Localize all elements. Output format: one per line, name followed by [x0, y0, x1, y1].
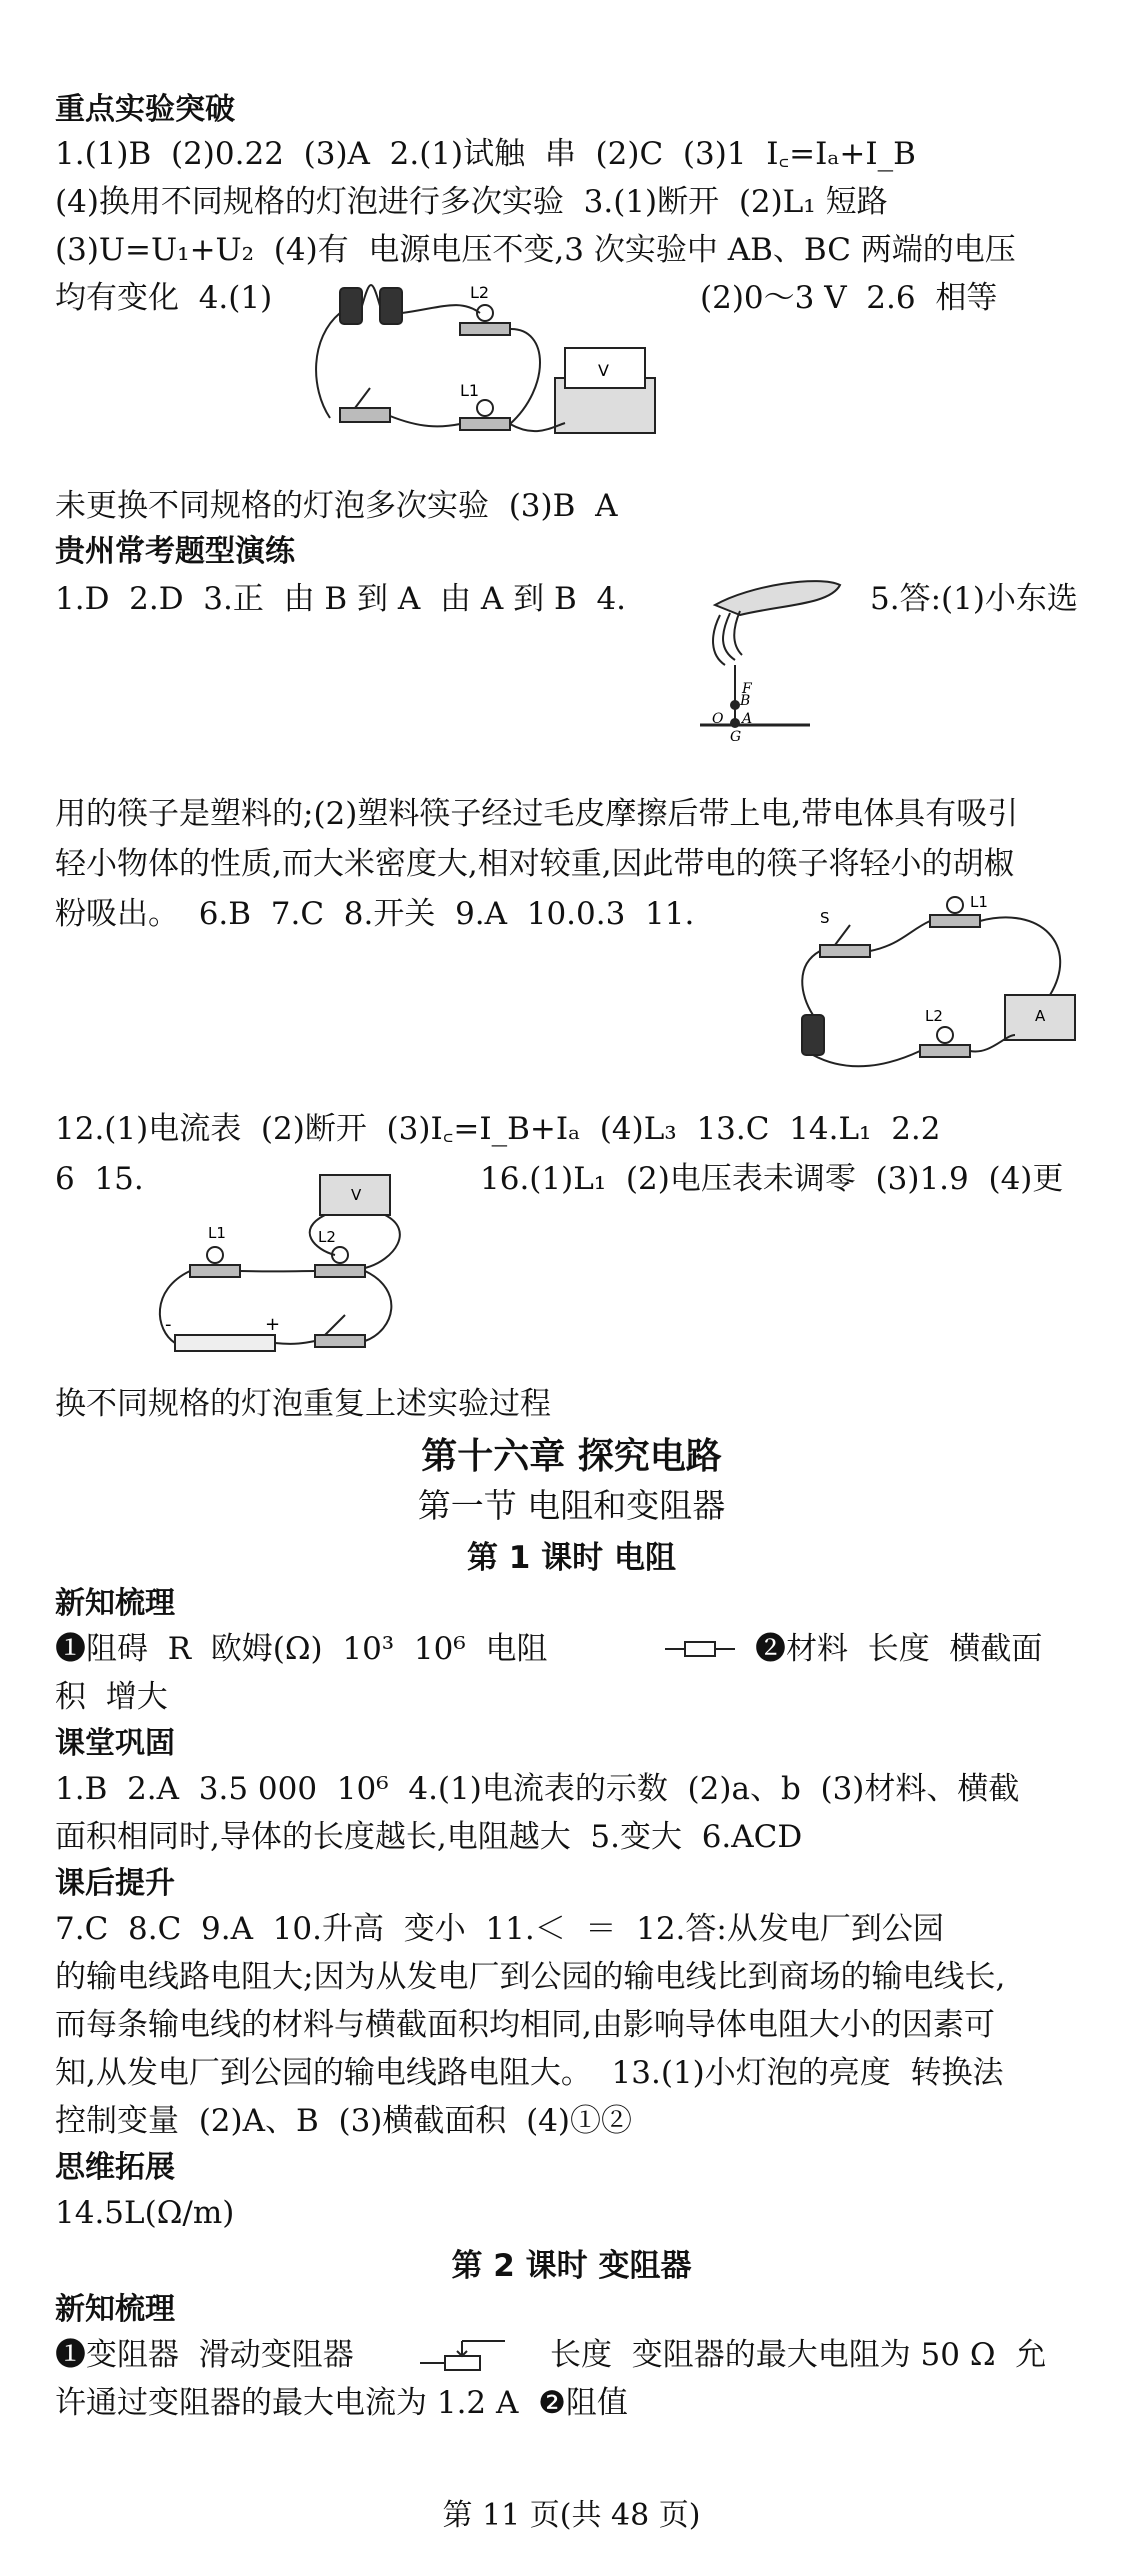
heading-new-knowledge: 新知梳理 — [55, 2292, 175, 2327]
answer-line: (2)0～3 V 2.6 相等 — [700, 280, 998, 316]
answer-line: 12.(1)电流表 (2)断开 (3)I꜀=I_B+Iₐ (4)L₃ 13.C 14.L₁ 2.2 — [55, 1111, 941, 1147]
answer-line: 用的筷子是塑料的;(2)塑料筷子经过毛皮摩擦后带上电,带电体具有吸引 — [55, 796, 1019, 832]
answer-line: 长度 变阻器的最大电阻为 50 Ω 允 — [550, 2337, 1047, 2373]
heading-after-class: 课后提升 — [55, 1866, 175, 1901]
answer-line: 而每条输电线的材料与横截面积均相同,由影响导体电阻大小的因素可 — [55, 2007, 995, 2043]
answer-line: 7.C 8.C 9.A 10.升高 变小 11.＜ ＝ 12.答:从发电厂到公园 — [55, 1911, 944, 1947]
fig-label: S — [820, 909, 830, 927]
lesson-title: 第 2 课时 变阻器 — [451, 2248, 692, 2284]
answer-line: 的输电线路电阻大;因为从发电厂到公园的输电线比到商场的输电线长, — [55, 1959, 1006, 1995]
answer-line: 6 15. — [55, 1161, 144, 1197]
fig-label: L1 — [970, 893, 988, 911]
answer-line: ❷材料 长度 横截面 — [755, 1631, 1043, 1667]
answer-line: 面积相同时,导体的长度越长,电阻越大 5.变大 6.ACD — [55, 1819, 803, 1855]
fig-label: F — [742, 681, 752, 697]
fig-label: V — [598, 361, 609, 380]
answer-line: ❶阻碍 R 欧姆(Ω) 10³ 10⁶ 电阻 — [55, 1631, 548, 1667]
section-heading-practice: 贵州常考题型演练 — [55, 534, 295, 569]
heading-thinking: 思维拓展 — [55, 2150, 175, 2185]
fig-label: A — [1035, 1007, 1046, 1025]
fig-label: A — [742, 711, 753, 727]
answer-line: 粉吸出。 6.B 7.C 8.开关 9.A 10.0.3 11. — [55, 896, 695, 932]
fig-label: L1 — [208, 1224, 226, 1242]
answer-line: (3)U=U₁+U₂ (4)有 电源电压不变,3 次实验中 AB、BC 两端的电压 — [55, 232, 1016, 268]
answer-line: 1.B 2.A 3.5 000 10⁶ 4.(1)电流表的示数 (2)a、b (3)材料、横截 — [55, 1771, 1020, 1807]
fig-label: V — [351, 1186, 362, 1204]
answer-line: (4)换用不同规格的灯泡进行多次实验 3.(1)断开 (2)L₁ 短路 — [55, 184, 888, 220]
fig-label: L2 — [470, 283, 490, 302]
answer-line: 许通过变阻器的最大电流为 1.2 A ❷阻值 — [55, 2385, 628, 2421]
fig-label: O — [712, 711, 724, 727]
answer-line: 轻小物体的性质,而大米密度大,相对较重,因此带电的筷子将轻小的胡椒 — [55, 846, 1015, 882]
fig-label: L1 — [460, 381, 480, 400]
answer-line: 16.(1)L₁ (2)电压表未调零 (3)1.9 (4)更 — [480, 1161, 1064, 1197]
heading-new-knowledge: 新知梳理 — [55, 1586, 175, 1621]
fig-label: + — [265, 1314, 281, 1335]
page-footer: 第 11 页(共 48 页) — [442, 2498, 701, 2533]
fig-label: G — [730, 729, 742, 745]
section-heading-key-experiments: 重点实验突破 — [55, 92, 235, 127]
lesson-title: 第 1 课时 电阻 — [467, 1540, 676, 1576]
resistor-symbol — [665, 1637, 735, 1661]
answer-line: 14.5L(Ω/m) — [55, 2195, 235, 2231]
rheostat-symbol — [420, 2333, 510, 2373]
answer-line: 换不同规格的灯泡重复上述实验过程 — [55, 1386, 551, 1422]
chapter-title: 第十六章 探究电路 — [421, 1436, 722, 1477]
answer-line: ❶变阻器 滑动变阻器 — [55, 2337, 354, 2373]
answer-line: 知,从发电厂到公园的输电线路电阻大。 13.(1)小灯泡的亮度 转换法 — [55, 2055, 1004, 2091]
answer-line: 均有变化 4.(1) — [55, 280, 273, 316]
section-title: 第一节 电阻和变阻器 — [417, 1486, 726, 1525]
answer-line: 未更换不同规格的灯泡多次实验 (3)B A — [55, 488, 618, 524]
circuit-diagram-voltmeter — [310, 268, 670, 448]
answer-line: 控制变量 (2)A、B (3)横截面积 (4)①② — [55, 2103, 633, 2139]
fig-label: L2 — [318, 1228, 336, 1246]
comb-figure — [690, 575, 850, 745]
circuit-diagram-series-lamps — [145, 1160, 445, 1375]
answer-line: 积 增大 — [55, 1679, 168, 1715]
answer-line: 5.答:(1)小东选 — [870, 581, 1078, 617]
circuit-diagram-ammeter — [790, 885, 1090, 1085]
answer-line: 1.(1)B (2)0.22 (3)A 2.(1)试触 串 (2)C (3)1 I꜀=Iₐ+I_B — [55, 136, 916, 172]
fig-label: - — [165, 1314, 172, 1335]
fig-label: B — [740, 693, 751, 709]
heading-classroom: 课堂巩固 — [55, 1726, 175, 1761]
answer-line: 1.D 2.D 3.正 由 B 到 A 由 A 到 B 4. — [55, 581, 627, 617]
fig-label: L2 — [925, 1007, 943, 1025]
